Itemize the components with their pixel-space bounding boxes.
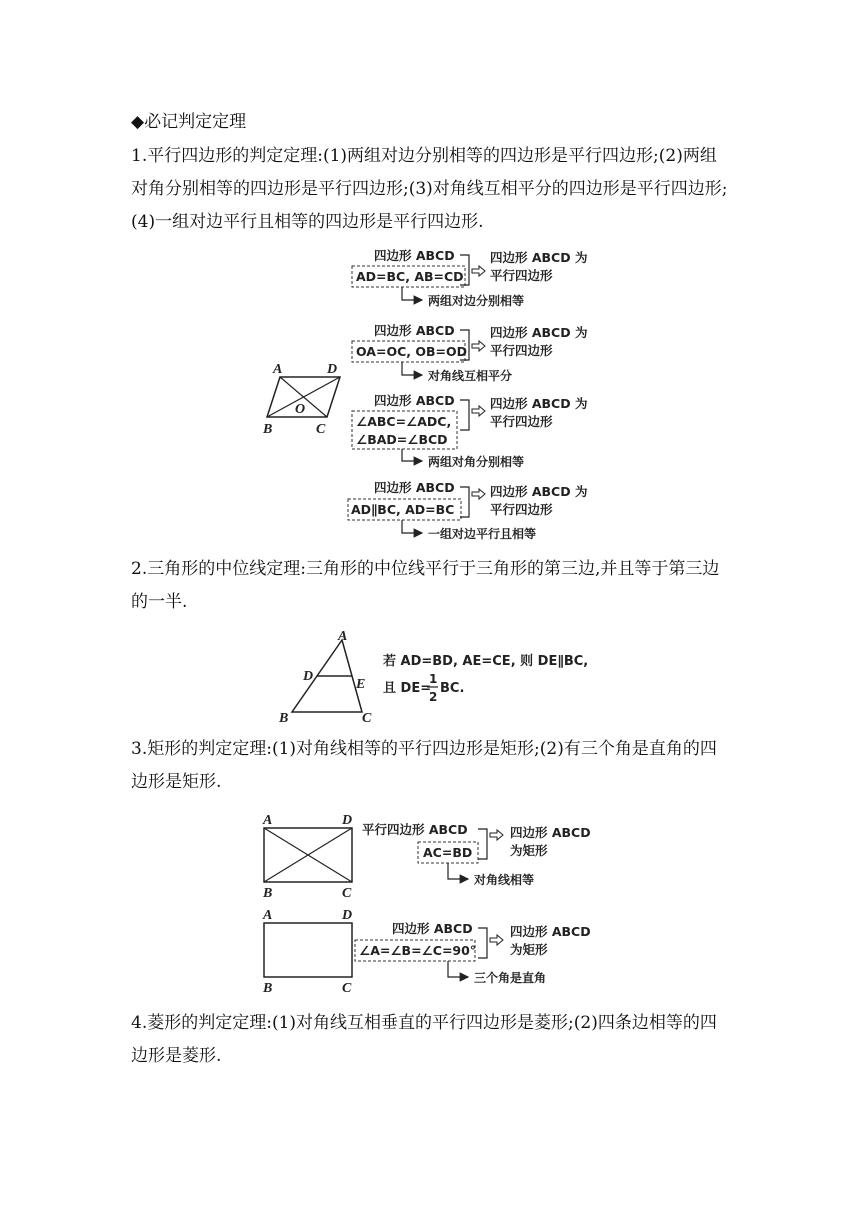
rectangle-diagram-2 — [262, 908, 352, 996]
fraction-numerator: 1 — [429, 672, 438, 686]
result-line2: 平行四边形 — [490, 268, 553, 283]
vertex-d-label: D — [342, 813, 353, 828]
result-line1: 四边形 ABCD 为 — [490, 325, 588, 340]
condition-label: OA=OC, OB=OD — [356, 344, 467, 359]
result-line1: 四边形 ABCD 为 — [490, 250, 588, 265]
vertex-a-label: A — [338, 629, 348, 644]
implies-arrow-icon — [472, 341, 485, 351]
triangle-midline-figure — [275, 630, 635, 725]
vertex-b-label: B — [263, 981, 273, 996]
rhombus-theorem-text: 4.菱形的判定定理:(1)对角线互相垂直的平行四边形是菱形;(2)四条边相等的四边形是菱形. — [131, 1013, 717, 1066]
premise-label: 四边形 ABCD — [374, 248, 455, 263]
reason-label: 对角线互相平分 — [428, 369, 513, 383]
condition-label-1: ∠ABC=∠ADC, — [356, 414, 452, 429]
condition-label: AD=BC, AB=CD — [356, 269, 464, 284]
reason-label: 一组对边平行且相等 — [428, 527, 537, 541]
result-line2: 平行四边形 — [490, 502, 553, 517]
rectangle-theorem-text: 3.矩形的判定定理:(1)对角线相等的平行四边形是矩形;(2)有三个角是直角的四边形是矩形. — [131, 739, 717, 792]
implies-arrow-icon — [472, 489, 485, 499]
rectangle-right-angles-figure — [258, 905, 618, 997]
vertex-b-label: B — [279, 711, 289, 726]
midline-theorem-text: 2.三角形的中位线定理:三角形的中位线平行于三角形的第三边,并且等于第三边的一半. — [131, 559, 720, 612]
vertex-e-label: E — [356, 677, 366, 692]
vertex-c-label: C — [362, 711, 372, 726]
result-line2: 为矩形 — [510, 843, 548, 858]
condition-label: AC=BD — [423, 845, 473, 860]
reason-label: 三个角是直角 — [474, 971, 547, 985]
flow-case-3 — [352, 393, 588, 469]
vertex-b-label: B — [263, 886, 273, 901]
midline-statement-suffix: BC. — [440, 681, 465, 696]
reason-label: 两组对角分别相等 — [428, 455, 525, 469]
reason-label: 对角线相等 — [474, 873, 535, 887]
rectangle-diagram-1 — [262, 813, 352, 901]
vertex-o-label: O — [295, 402, 306, 417]
rectangle-diagonals-figure — [258, 810, 618, 902]
vertex-c-label: C — [342, 981, 352, 996]
implies-arrow-icon — [472, 406, 485, 416]
vertex-b-label: B — [263, 422, 273, 437]
vertex-c-label: C — [316, 422, 326, 437]
result-line1: 四边形 ABCD — [510, 825, 591, 840]
parallelogram-flowchart-figure — [260, 245, 620, 545]
reason-label: 两组对边分别相等 — [428, 294, 525, 308]
flow-case-2 — [352, 323, 588, 383]
fraction-denominator: 2 — [429, 690, 438, 704]
premise-label: 四边形 ABCD — [374, 393, 455, 408]
condition-label: ∠A=∠B=∠C=90° — [359, 943, 477, 958]
vertex-d-label: D — [342, 908, 353, 923]
premise-label: 四边形 ABCD — [374, 323, 455, 338]
midline-statement-line1: 若 AD=BD, AE=CE, 则 DE∥BC, — [383, 654, 589, 669]
section-heading: ◆必记判定定理 — [131, 112, 247, 132]
implies-arrow-icon — [472, 266, 485, 276]
implies-arrow-icon — [490, 935, 503, 945]
result-line2: 为矩形 — [510, 942, 548, 957]
implies-arrow-icon — [490, 830, 503, 840]
result-line1: 四边形 ABCD 为 — [490, 396, 588, 411]
vertex-a-label: A — [273, 362, 283, 377]
vertex-c-label: C — [342, 886, 352, 901]
result-line2: 平行四边形 — [490, 343, 553, 358]
premise-label: 平行四边形 ABCD — [362, 822, 468, 837]
midline-statement-prefix: 且 DE= — [383, 681, 432, 696]
premise-label: 四边形 ABCD — [374, 480, 455, 495]
vertex-d-label: D — [327, 362, 338, 377]
vertex-a-label: A — [263, 908, 273, 923]
result-line1: 四边形 ABCD 为 — [490, 484, 588, 499]
flow-case-1 — [352, 248, 588, 308]
result-line2: 平行四边形 — [490, 414, 553, 429]
premise-label: 四边形 ABCD — [392, 921, 473, 936]
condition-label-2: ∠BAD=∠BCD — [356, 432, 448, 447]
parallelogram-diagram — [262, 362, 340, 437]
flow-case-4 — [348, 480, 588, 541]
condition-label: AD∥BC, AD=BC — [351, 502, 455, 517]
parallelogram-theorem-text: 1.平行四边形的判定定理:(1)两组对边分别相等的四边形是平行四边形;(2)两组对角分别相等的四边形是平行四边形;(3)对角线互相平分的四边形是平行四边形;(4)一组对边平行且相等的四边形是平行四边形. — [131, 146, 728, 232]
result-line1: 四边形 ABCD — [510, 924, 591, 939]
triangle-diagram — [278, 629, 372, 726]
vertex-a-label: A — [263, 813, 273, 828]
vertex-d-label: D — [303, 669, 314, 684]
